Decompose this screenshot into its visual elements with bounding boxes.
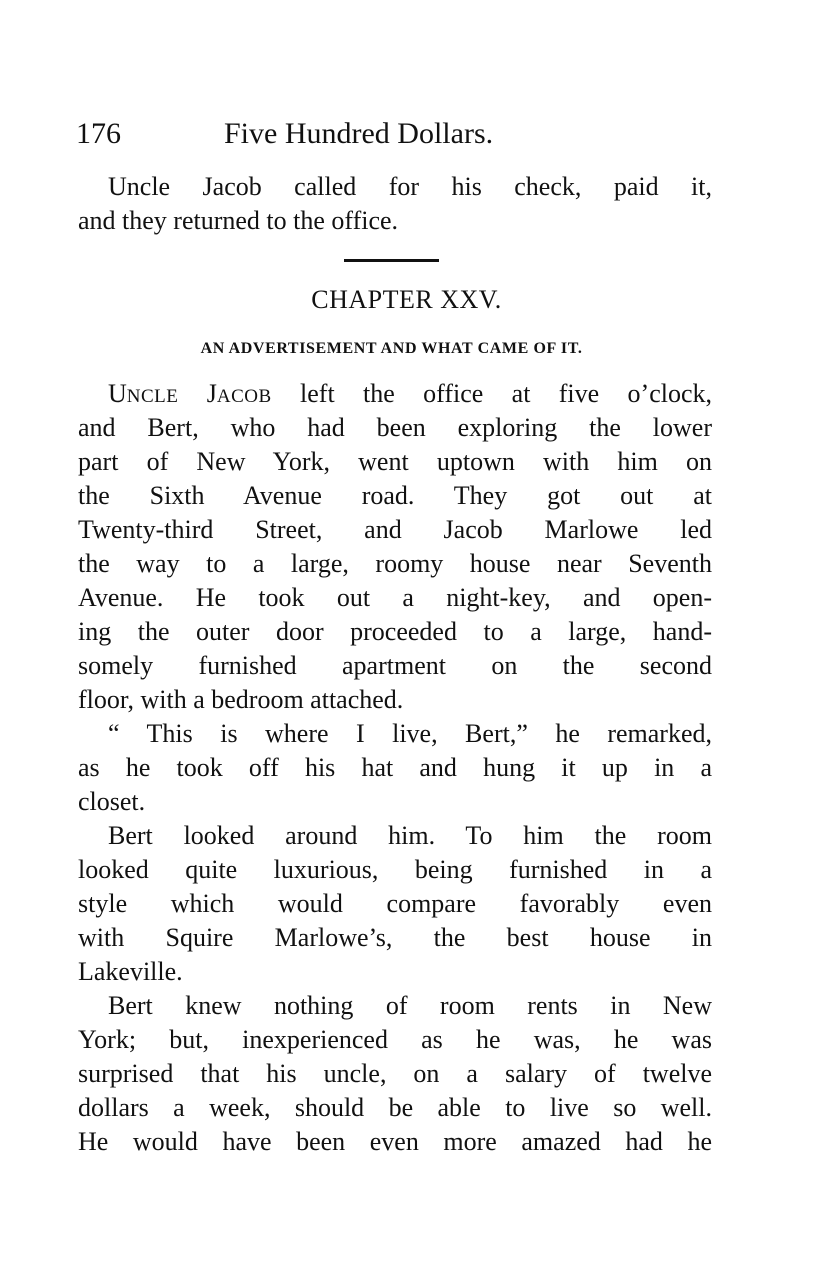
text-line: looked quite luxurious, being furnished in a: [78, 855, 712, 884]
book-title: Five Hundred Dollars.: [224, 117, 494, 150]
chapter-subtitle: AN ADVERTISEMENT AND WHAT CAME OF IT.: [200, 340, 583, 357]
text-line: Twenty-third Street, and Jacob Marlowe led: [78, 515, 712, 544]
text-line: Lakeville.: [78, 957, 183, 986]
text-line: style which would compare favorably even: [78, 889, 712, 918]
text-line: and Bert, who had been exploring the lower: [78, 413, 712, 442]
page-number: 176: [76, 117, 121, 150]
text-line: ing the outer door proceeded to a large, hand-: [78, 617, 712, 646]
text-line: dollars a week, should be able to live so well.: [78, 1093, 712, 1122]
text-line: He would have been even more amazed had he: [78, 1127, 712, 1156]
text-line: York; but, inexperienced as he was, he was: [78, 1025, 712, 1054]
text-line: floor, with a bedroom attached.: [78, 685, 404, 714]
chapter-body: [78, 377, 712, 1159]
smallcaps-initial: U: [108, 379, 127, 408]
text-line: “ This is where I live, Bert,” he remarked,: [108, 719, 712, 748]
smallcaps-rest: ACOB: [216, 386, 272, 407]
opening-paragraph: [78, 170, 712, 238]
text-line: the Sixth Avenue road. They got out at: [78, 481, 712, 510]
chapter-divider-rule: [344, 259, 439, 262]
text-line: closet.: [78, 787, 146, 816]
text-line: as he took off his hat and hung it up in a: [78, 753, 712, 782]
text-line: Uncle Jacob called for his check, paid it,: [108, 172, 712, 201]
running-head: [76, 112, 716, 156]
text-line: surprised that his uncle, on a salary of twelve: [78, 1059, 712, 1088]
text-line: Avenue. He took out a night-key, and open-: [78, 583, 712, 612]
chapter-heading: CHAPTER XXV.: [311, 285, 502, 314]
text-line: Bert knew nothing of room rents in New: [108, 991, 712, 1020]
text-line: and they returned to the office.: [78, 206, 399, 235]
text-line: Bert looked around him. To him the room: [108, 821, 712, 850]
smallcaps-rest: NCLE: [126, 386, 179, 407]
text-line: with Squire Marlowe’s, the best house in: [78, 923, 712, 952]
smallcaps-initial: J: [206, 379, 217, 408]
text-line: [78, 377, 712, 411]
text-line: part of New York, went uptown with him on: [78, 447, 712, 476]
text-line: the way to a large, roomy house near Seventh: [78, 549, 712, 578]
text-line: somely furnished apartment on the second: [78, 651, 712, 680]
text-segment: left the office at five o’clock,: [300, 379, 713, 408]
